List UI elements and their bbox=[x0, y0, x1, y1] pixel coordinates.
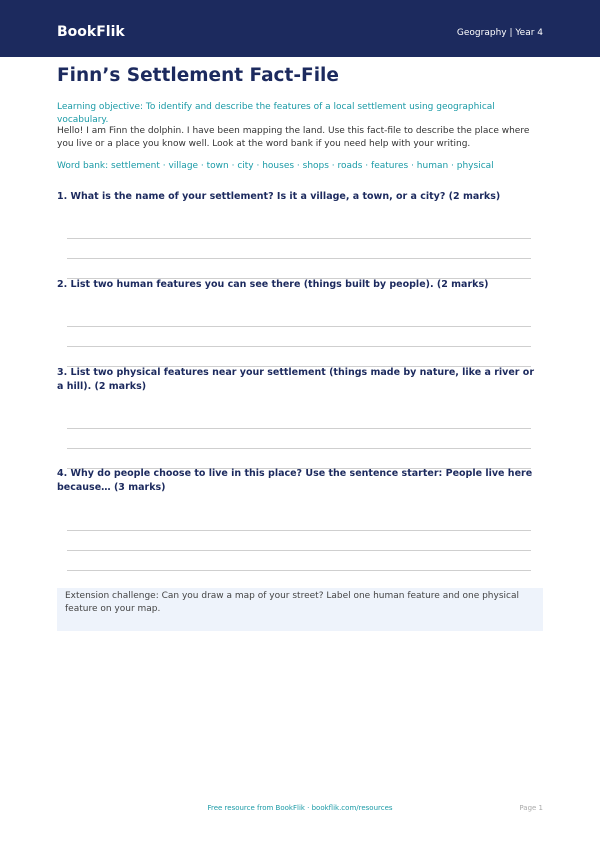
answer-line[interactable] bbox=[67, 326, 531, 327]
question-3: 3. List two physical features near your settlement (things made by nature, like a river or a hill). (2 marks) bbox=[57, 367, 534, 392]
extension-box bbox=[57, 588, 543, 631]
answer-line[interactable] bbox=[67, 550, 531, 551]
answer-line[interactable] bbox=[67, 570, 531, 571]
answer-line[interactable] bbox=[67, 530, 531, 531]
answer-line[interactable] bbox=[67, 258, 531, 259]
word-bank: Word bank: settlement · village · town · city · houses · shops · roads · features · human · physical bbox=[57, 161, 494, 171]
page-title: Finn’s Settlement Fact-File bbox=[57, 65, 339, 86]
question-1: 1. What is the name of your settlement? Is it a village, a town, or a city? (2 marks) bbox=[57, 191, 501, 202]
header-bar bbox=[0, 0, 600, 57]
answer-line[interactable] bbox=[67, 428, 531, 429]
answer-line[interactable] bbox=[67, 238, 531, 239]
footer-text: Free resource from BookFlik · bookflik.com/resources bbox=[207, 804, 393, 812]
extension-text: Extension challenge: Can you draw a map of your street? Label one human feature and one physical feature on your map. bbox=[65, 591, 519, 614]
question-2: 2. List two human features you can see there (things built by people). (2 marks) bbox=[57, 279, 489, 290]
intro-text: Hello! I am Finn the dolphin. I have been mapping the land. Use this fact-file to describe the place where you live or a place you know well. Look at the word bank if you need help with your writing. bbox=[57, 126, 530, 149]
answer-line[interactable] bbox=[67, 346, 531, 347]
answer-line[interactable] bbox=[67, 448, 531, 449]
question-4: 4. Why do people choose to live in this place? Use the sentence starter: People live here because… (3 marks) bbox=[57, 468, 533, 493]
subject-label: Geography | Year 4 bbox=[456, 28, 543, 38]
learning-objective: Learning objective: To identify and describe the features of a local settlement using geographical vocabulary. bbox=[57, 102, 495, 125]
brand-logo: BookFlik bbox=[57, 24, 125, 40]
page-number: Page 1 bbox=[519, 804, 543, 812]
